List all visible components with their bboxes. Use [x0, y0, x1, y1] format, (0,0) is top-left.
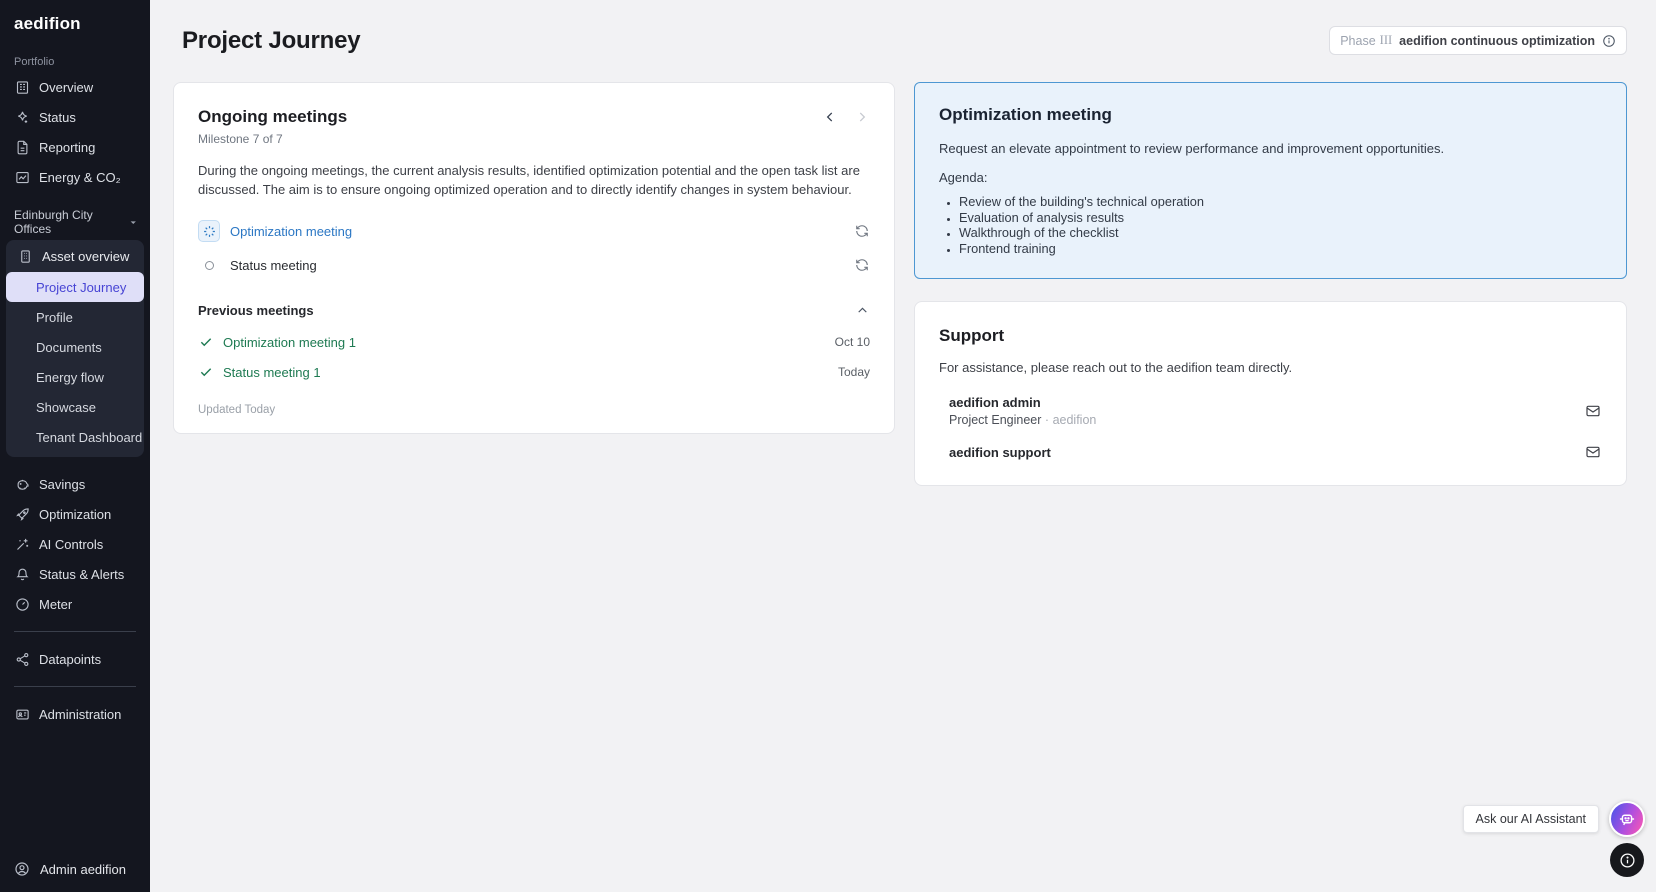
contact-org: aedifion [1052, 413, 1097, 427]
project-selector-label: Edinburgh City Offices [14, 208, 93, 236]
sidebar-item-administration[interactable] [0, 699, 150, 729]
phase-label: aedifion continuous optimization [1399, 33, 1595, 48]
document-icon [14, 139, 30, 155]
contact-name: aedifion support [949, 444, 1051, 460]
previous-milestone-button[interactable] [822, 109, 838, 125]
sidebar-item-ai-controls[interactable] [0, 529, 150, 559]
sidebar-item-label: Meter [39, 596, 73, 612]
meeting-row-active [198, 218, 870, 244]
user-avatar-icon [14, 861, 31, 878]
sidebar-item-label: AI Controls [39, 536, 104, 552]
building-icon [17, 248, 33, 264]
milestone-description: During the ongoing meetings, the current analysis results, identified optimization potential and the open task list are discussed. The aim is to ensure ongoing optimized operation and to directly identify changes in system behaviour. [198, 163, 860, 197]
sidebar-item-label: Administration [39, 706, 122, 722]
card-title: Ongoing meetings [198, 107, 348, 126]
sidebar-item-profile[interactable]: Profile [36, 309, 73, 325]
id-card-icon [14, 706, 30, 722]
card-title: Support [939, 326, 1005, 345]
sidebar-divider [14, 631, 136, 632]
agenda-label: Agenda: [939, 170, 988, 185]
wand-icon [14, 536, 30, 552]
check-icon [198, 365, 213, 380]
sidebar-item-savings[interactable] [0, 469, 150, 499]
info-icon[interactable] [1602, 34, 1616, 48]
contact-separator: · [1044, 413, 1050, 427]
info-icon [1619, 852, 1636, 869]
check-icon [198, 335, 213, 350]
chevron-up-icon [856, 304, 869, 317]
help-info-button[interactable] [1610, 843, 1644, 877]
robot-icon [1617, 809, 1637, 829]
sidebar-item-status-alerts[interactable] [0, 559, 150, 589]
sidebar-item-energy-flow[interactable]: Energy flow [36, 369, 104, 385]
sidebar-item-asset-overview[interactable] [6, 240, 144, 272]
previous-meeting-row [198, 330, 870, 354]
milestone-counter: Milestone 7 of 7 [198, 132, 283, 146]
support-description: For assistance, please reach out to the aedifion team directly. [939, 360, 1293, 375]
collapse-button[interactable] [854, 302, 870, 318]
sidebar-item-datapoints[interactable] [0, 644, 150, 674]
meeting-label: Status meeting [230, 257, 317, 273]
sidebar-item-label: Savings [39, 476, 86, 492]
next-milestone-button[interactable] [854, 109, 870, 125]
contact-name: aedifion admin [949, 395, 1041, 410]
in-progress-spinner-icon [198, 220, 220, 242]
phase-numeral: III [1379, 33, 1393, 47]
previous-meetings-header [198, 302, 870, 318]
floating-actions [1463, 801, 1645, 877]
building-nav [0, 469, 150, 619]
previous-meeting-link[interactable]: Optimization meeting 1 [223, 334, 356, 350]
pending-circle-icon [198, 254, 220, 276]
phase-prefix: Phase [1340, 33, 1376, 48]
sidebar-item-status[interactable] [0, 102, 150, 132]
previous-meetings-title: Previous meetings [198, 302, 314, 318]
sidebar-item-reporting[interactable] [0, 132, 150, 162]
sparkle-icon [14, 109, 30, 125]
updated-timestamp: Updated Today [198, 404, 276, 416]
contact-row [939, 395, 1602, 427]
ongoing-meetings-card [173, 82, 895, 434]
recurring-icon[interactable] [854, 223, 870, 239]
sidebar-item-energy-co2[interactable] [0, 162, 150, 192]
card-title: Optimization meeting [939, 105, 1112, 124]
portfolio-nav [0, 72, 150, 192]
chevron-right-icon [855, 110, 869, 124]
sidebar-item-showcase[interactable]: Showcase [36, 399, 96, 415]
sidebar-divider [14, 686, 136, 687]
email-contact-button[interactable] [1584, 402, 1602, 420]
meeting-row-pending [198, 252, 870, 278]
caret-down-icon [128, 217, 138, 228]
main-content [150, 0, 1656, 892]
rocket-icon [14, 506, 30, 522]
chevron-left-icon [823, 110, 837, 124]
sidebar-item-label: Status & Alerts [39, 566, 125, 582]
ai-assistant-tooltip[interactable]: Ask our AI Assistant [1463, 805, 1599, 833]
page-header [173, 26, 1627, 55]
meeting-date: Oct 10 [834, 335, 870, 349]
gauge-icon [14, 596, 30, 612]
agenda-item: • Evaluation of analysis results [959, 210, 1602, 226]
content-columns [173, 82, 1627, 486]
sidebar-item-label: Status [39, 109, 76, 125]
envelope-icon [1585, 403, 1601, 419]
sidebar-item-project-journey[interactable]: Project Journey [6, 272, 144, 302]
sidebar-item-label: Datapoints [39, 651, 102, 667]
meeting-date: Today [837, 365, 870, 379]
building-grid-icon [14, 79, 30, 95]
portfolio-section-label: Portfolio [14, 56, 55, 68]
sidebar-item-tenant-dashboard[interactable]: Tenant Dashboard [36, 429, 143, 445]
sidebar-item-meter[interactable] [0, 589, 150, 619]
datapoints-icon [14, 651, 30, 667]
envelope-icon [1585, 444, 1601, 460]
right-column [914, 82, 1627, 486]
piggy-bank-icon [14, 476, 30, 492]
previous-meetings-list [198, 330, 870, 384]
chart-icon [14, 169, 30, 185]
sidebar-item-label: Reporting [39, 139, 96, 155]
contact-role: Project Engineer [949, 413, 1042, 427]
sidebar [0, 0, 150, 892]
project-selector[interactable] [0, 208, 150, 236]
bell-icon [14, 566, 30, 582]
user-menu[interactable] [0, 847, 150, 892]
sidebar-item-overview[interactable] [0, 72, 150, 102]
sidebar-item-label: Energy & CO₂ [39, 169, 121, 185]
sidebar-item-documents[interactable]: Documents [36, 339, 102, 355]
agenda-item: • Walkthrough of the checklist [959, 225, 1602, 241]
phase-badge [1329, 26, 1627, 55]
contact-row [939, 443, 1602, 461]
recurring-icon[interactable] [854, 257, 870, 273]
app-logo: aedifion [14, 14, 81, 33]
agenda-list [939, 194, 1602, 256]
previous-meeting-link[interactable]: Status meeting 1 [223, 364, 321, 380]
agenda-item: • Review of the building's technical operation [959, 194, 1602, 210]
asset-menu [6, 240, 144, 457]
previous-meeting-row [198, 360, 870, 384]
ai-assistant-button[interactable] [1609, 801, 1645, 837]
page-title: Project Journey [182, 26, 361, 54]
sidebar-item-label: Optimization [39, 506, 112, 522]
meeting-list [198, 218, 870, 278]
sidebar-item-optimization[interactable] [0, 499, 150, 529]
email-contact-button[interactable] [1584, 443, 1602, 461]
meeting-link[interactable]: Optimization meeting [230, 223, 353, 239]
milestone-carousel [822, 109, 870, 125]
sidebar-item-label: Overview [39, 79, 94, 95]
sidebar-item-label: Asset overview [42, 248, 130, 264]
support-card [914, 301, 1627, 486]
user-name-label: Admin aedifion [40, 862, 126, 877]
optimization-meeting-card [914, 82, 1627, 279]
agenda-item: • Frontend training [959, 241, 1602, 257]
meeting-description: Request an elevate appointment to review performance and improvement opportunities. [939, 141, 1445, 156]
